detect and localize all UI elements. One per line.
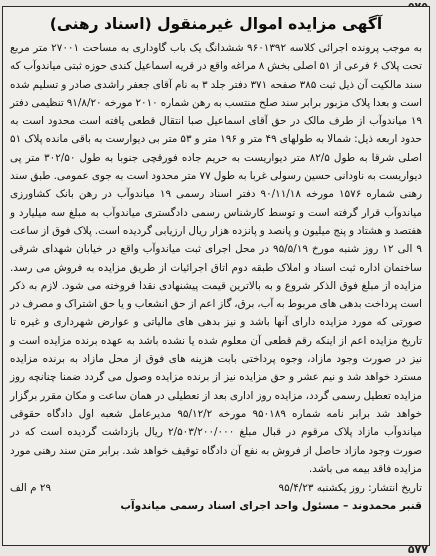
auction-notice [2, 6, 430, 546]
signature: قنبر محمدوند – مسئول واحد اجرای اسناد رسمی میاندوآب [120, 500, 422, 513]
notice-reference: ۲۹ م الف [10, 482, 52, 495]
publish-date: تاریخ انتشار: روز یکشنبه ۹۵/۴/۲۳ [278, 482, 422, 495]
notice-title: آگهی مزایده اموال غیرمنقول (اسناد رهنی) [49, 15, 383, 33]
date-row [10, 479, 422, 497]
notice-body: به موجب پرونده اجرائی کلاسه ۹۶۰۱۳۹۲ ششدانگ یک باب گاوداری به مساحت ۲۷۰۰۱ متر مربع تحت پلاک ۶ فرعی از ۵۱ اصلی بخش ۸ مراغه واقع در قریه اسماعیل کندی حوزه ثبتی میاندوآب که سند مالکیت آن ذیل ثبت ۳۸۵ صفحه ۳۷۱ دفتر جلد ۳ به نام آقای جعفر راشدی صادر و تسلیم شده است و بعدا پلاک مزبور برابر سند صلح منتسب به رهن شماره ۲۰۱۰ مورخه ۹۱/۸/۲۰ تنظیمی دفتر ۱۹ میاندوآب از طرف مالک در حق آقای اسماعیل صبا انتقال قطعی یافته است محدود است به حدود اربعه ذیل: شمالا به طولهای ۴۹ متر و ۱۹۶ متر و ۵۳ متر بی دیوارست به باقی مانده پلاک ۵۱ اصلی شرقا به طول ۸۲/۵ متر دیواریست به حریم جاده فورقچی جنوبا به طول ۳۰۲/۵۰ متر پی دیواریست به ناودانی حسین رسولی غربا به طول ۷۷ متر محدود است به جوی عمومی. طبق سند رهنی شماره ۱۵۷۶ مورخه ۹۰/۱۱/۱۸ دفتر اسناد رسمی ۱۹ میاندوآب در رهن بانک کشاورزی میاندوآب قرار گرفته است و توسط کارشناس رسمی دادگستری میاندوآب به مبلغ سه میلیارد و هفتصد و هشتاد و پنج میلیون و پانصد و پانزده هزار ریال ارزیابی گردیده است. پلاک فوق از ساعت ۹ الی ۱۲ روز شنبه مورخ ۹۵/۵/۱۹ در محل اجرای ثبت میاندوآب واقع در خیابان شهدای شرقی ساختمان اداره ثبت اسناد و املاک طبقه دوم اتاق اجرائیات از طریق مزایده به فروش می رسد. مزایده از مبلغ فوق الذکر شروع و به بالاترین قیمت پیشنهادی نقدا فروخته می شود. لازم به ذکر است پرداخت بدهی های مربوط به آب، برق، گاز اعم از حق انشعاب و یا حق اشتراک و مصرف در صورتی که مورد مزایده دارای آنها باشد و نیز بدهی های مالیاتی و عوارض شهرداری و غیره تا تاریخ مزایده اعم از اینکه رقم قطعی آن معلوم شده یا نشده باشد به عهده برنده مزایده است و نیز در صورت وجود مازاد، وجوه پرداختی بابت هزینه های فوق از محل مازاد به برنده مزایده مسترد خواهد شد و نیم عشر و حق مزایده نیز از برنده مزایده وصول می گردد ضمنا چنانچه روز مزایده تعطیل رسمی گردد، مزایده روز اداری بعد از تعطیلی در همان ساعت و مکان مقرر برگزار خواهد شد برابر نامه شماره ۹۵۰۱۸۹ مورخه ۹۵/۱۲/۲ مدیرعامل شعبه اول دادگاه حقوقی میاندوآب مازاد پلاک مرقوم در قبال مبلغ ۲/۵۰۳/۲۰۰/۰۰۰ ریال بازداشت گردیده است که در صورت وجود مازاد حاصل از فروش به نفع آن دادگاه توقیف خواهد شد. برابر متن سند رهنی مورد مزایده فاقد بیمه می باشد. [10, 42, 423, 475]
page-number-bottom: ۵۷۷ [407, 543, 428, 556]
